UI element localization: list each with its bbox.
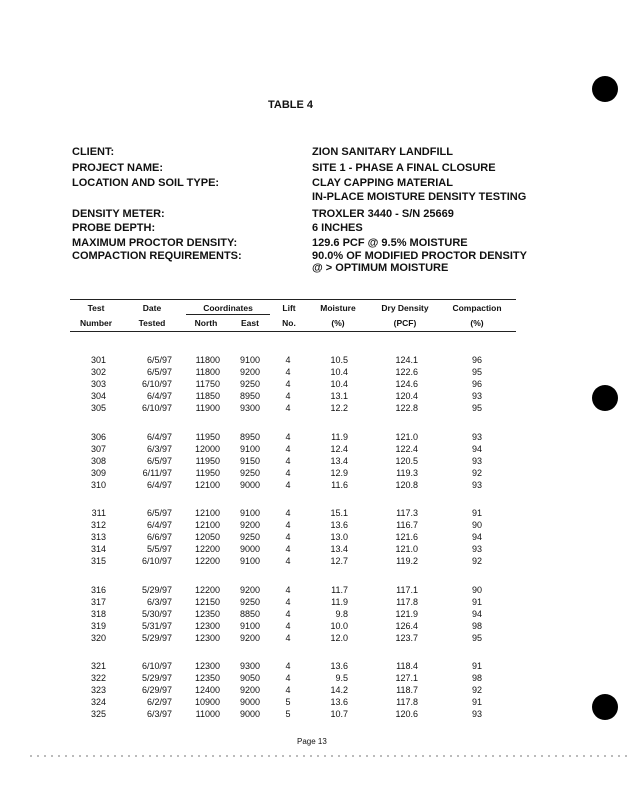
lift-cell: 5 <box>285 709 291 720</box>
lift-cell: 4 <box>285 673 291 684</box>
date-tested-cell: 6/4/97 <box>146 431 172 442</box>
east-cell: 9000 <box>239 709 260 720</box>
compaction-cell: 93 <box>471 544 482 555</box>
test-number-cell: 310 <box>90 479 106 490</box>
header-north: North <box>194 318 218 328</box>
dry-density-cell: 121.6 <box>395 532 418 543</box>
dry-density-cell: 120.8 <box>395 479 418 490</box>
dry-density-cell: 121.0 <box>395 431 418 442</box>
north-cell: 12100 <box>194 520 220 531</box>
info-label: CLIENT: <box>72 146 115 158</box>
east-cell: 9100 <box>239 620 260 631</box>
dry-density-cell: 118.4 <box>396 661 418 671</box>
info-value: TROXLER 3440 - S/N 25669 <box>312 208 454 220</box>
lift-cell: 4 <box>285 367 291 378</box>
date-tested-cell: 5/29/97 <box>141 632 172 643</box>
binder-hole <box>592 385 618 411</box>
compaction-cell: 91 <box>471 508 482 518</box>
lift-cell: 4 <box>285 479 291 490</box>
compaction-cell: 91 <box>471 661 482 671</box>
east-cell: 8850 <box>239 608 260 619</box>
compaction-cell: 94 <box>471 443 482 454</box>
date-tested-cell: 6/3/97 <box>146 596 172 607</box>
dry-density-cell: 122.6 <box>395 367 418 378</box>
info-label: LOCATION AND SOIL TYPE: <box>72 177 220 189</box>
dry-density-cell: 119.3 <box>396 467 418 478</box>
header-dry-density: Dry Density <box>381 303 429 313</box>
lift-cell: 4 <box>285 685 291 696</box>
lift-cell: 4 <box>285 403 291 414</box>
test-number-cell: 313 <box>90 532 106 543</box>
north-cell: 12350 <box>194 608 220 619</box>
info-label: COMPACTION REQUIREMENTS: <box>72 250 242 262</box>
date-tested-cell: 6/5/97 <box>146 508 172 518</box>
east-cell: 9300 <box>239 661 260 671</box>
date-tested-cell: 6/3/97 <box>146 709 172 720</box>
compaction-cell: 93 <box>471 479 482 490</box>
lift-cell: 4 <box>285 455 291 466</box>
dry-density-cell: 117.8 <box>396 596 418 607</box>
moisture-cell: 12.2 <box>330 403 348 414</box>
east-cell: 9250 <box>239 532 260 543</box>
north-cell: 12000 <box>194 443 220 454</box>
moisture-cell: 13.1 <box>330 391 348 402</box>
east-cell: 9250 <box>239 596 260 607</box>
dry-density-cell: 120.6 <box>395 709 418 720</box>
moisture-cell: 13.0 <box>330 532 348 543</box>
north-cell: 11950 <box>195 467 220 478</box>
header-coordinates: Coordinates <box>203 303 253 313</box>
east-cell: 9150 <box>239 455 260 466</box>
east-cell: 9050 <box>239 673 260 684</box>
binder-hole <box>592 694 618 720</box>
header-number: Number <box>79 318 113 328</box>
compaction-cell: 92 <box>471 467 482 478</box>
page-number: Page 13 <box>297 737 327 746</box>
lift-cell: 4 <box>285 443 291 454</box>
compaction-cell: 93 <box>471 431 482 442</box>
header-compaction: Compaction <box>452 303 502 313</box>
info-label: DENSITY METER: <box>72 208 165 220</box>
moisture-cell: 12.0 <box>330 632 348 643</box>
moisture-cell: 12.9 <box>330 467 348 478</box>
info-value: @ > OPTIMUM MOISTURE <box>312 262 449 274</box>
moisture-cell: 11.9 <box>331 596 348 607</box>
moisture-cell: 11.6 <box>331 479 348 490</box>
lift-cell: 4 <box>285 556 291 567</box>
moisture-cell: 12.7 <box>330 556 348 567</box>
lift-cell: 4 <box>285 661 291 671</box>
lift-cell: 4 <box>285 532 291 543</box>
coordinates-underline <box>186 314 270 315</box>
east-cell: 9000 <box>239 697 260 708</box>
north-cell: 11800 <box>195 355 220 365</box>
moisture-cell: 10.4 <box>330 367 348 378</box>
lift-cell: 4 <box>285 544 291 555</box>
east-cell: 9300 <box>239 403 260 414</box>
binder-hole <box>592 76 618 102</box>
info-value: ZION SANITARY LANDFILL <box>312 146 453 158</box>
lift-cell: 4 <box>285 520 291 531</box>
test-number-cell: 322 <box>90 673 106 684</box>
east-cell: 9200 <box>239 685 260 696</box>
test-number-cell: 301 <box>90 355 106 365</box>
moisture-cell: 10.4 <box>330 379 348 390</box>
north-cell: 12350 <box>194 673 220 684</box>
east-cell: 9250 <box>239 379 260 390</box>
date-tested-cell: 6/2/97 <box>146 697 172 708</box>
compaction-cell: 92 <box>471 556 482 567</box>
north-cell: 12200 <box>194 544 220 555</box>
info-value: 90.0% OF MODIFIED PROCTOR DENSITY <box>312 250 527 262</box>
table-title: TABLE 4 <box>268 99 314 111</box>
east-cell: 9250 <box>239 467 260 478</box>
compaction-cell: 90 <box>471 520 482 531</box>
north-cell: 12300 <box>194 620 220 631</box>
header-moisture: Moisture <box>320 303 356 313</box>
info-value: SITE 1 - PHASE A FINAL CLOSURE <box>312 162 496 174</box>
scan-noise-line <box>30 754 630 758</box>
test-number-cell: 308 <box>90 455 106 466</box>
test-number-cell: 314 <box>90 544 106 555</box>
east-cell: 9100 <box>239 556 260 567</box>
dry-density-cell: 117.1 <box>396 584 418 595</box>
dry-density-cell: 119.2 <box>396 556 418 567</box>
north-cell: 12100 <box>194 508 220 518</box>
lift-cell: 4 <box>285 608 291 619</box>
moisture-cell: 13.6 <box>330 661 348 671</box>
test-number-cell: 317 <box>90 596 106 607</box>
dry-density-cell: 116.7 <box>396 520 418 531</box>
north-cell: 10900 <box>194 697 220 708</box>
dry-density-cell: 124.6 <box>395 379 418 390</box>
header-moisture-unit: (%) <box>331 318 345 328</box>
compaction-cell: 95 <box>471 632 482 643</box>
north-cell: 12150 <box>194 596 220 607</box>
north-cell: 11850 <box>195 391 220 402</box>
date-tested-cell: 6/3/97 <box>146 443 172 454</box>
lift-cell: 4 <box>285 391 291 402</box>
north-cell: 11900 <box>195 403 220 414</box>
compaction-cell: 94 <box>471 608 482 619</box>
east-cell: 9100 <box>239 355 260 365</box>
info-label: PROBE DEPTH: <box>72 222 156 234</box>
dry-density-cell: 117.3 <box>396 508 418 518</box>
date-tested-cell: 6/10/97 <box>141 556 172 567</box>
header-east: East <box>241 318 259 328</box>
info-value: 129.6 PCF @ 9.5% MOISTURE <box>312 237 468 249</box>
north-cell: 11000 <box>195 709 220 720</box>
test-number-cell: 324 <box>90 697 106 708</box>
east-cell: 9200 <box>239 367 260 378</box>
header-lift-no: No. <box>282 318 296 328</box>
moisture-cell: 10.7 <box>330 709 348 720</box>
compaction-cell: 93 <box>471 455 482 466</box>
compaction-cell: 90 <box>471 584 482 595</box>
moisture-cell: 12.4 <box>330 443 348 454</box>
lift-cell: 5 <box>285 697 291 708</box>
info-label: PROJECT NAME: <box>72 162 164 174</box>
date-tested-cell: 6/10/97 <box>141 403 172 414</box>
date-tested-cell: 5/29/97 <box>141 673 172 684</box>
info-value: IN-PLACE MOISTURE DENSITY TESTING <box>312 191 527 203</box>
header-date: Date <box>142 303 162 313</box>
north-cell: 11950 <box>195 455 220 466</box>
test-number-cell: 303 <box>90 379 106 390</box>
compaction-cell: 96 <box>471 379 482 390</box>
test-number-cell: 318 <box>90 608 106 619</box>
dry-density-cell: 123.7 <box>395 632 418 643</box>
test-number-cell: 302 <box>90 367 106 378</box>
compaction-cell: 95 <box>471 367 482 378</box>
compaction-cell: 93 <box>471 391 482 402</box>
dry-density-cell: 122.8 <box>395 403 418 414</box>
date-tested-cell: 6/5/97 <box>146 455 172 466</box>
north-cell: 12300 <box>194 632 220 643</box>
date-tested-cell: 6/5/97 <box>146 355 172 365</box>
test-number-cell: 305 <box>90 403 106 414</box>
lift-cell: 4 <box>285 355 291 365</box>
moisture-cell: 9.8 <box>335 608 348 619</box>
lift-cell: 4 <box>285 596 291 607</box>
compaction-cell: 96 <box>471 355 482 365</box>
dry-density-cell: 120.5 <box>395 455 418 466</box>
test-number-cell: 320 <box>90 632 106 643</box>
test-number-cell: 323 <box>90 685 106 696</box>
moisture-cell: 13.6 <box>330 697 348 708</box>
date-tested-cell: 6/11/97 <box>142 467 172 478</box>
north-cell: 11750 <box>195 379 220 390</box>
east-cell: 9200 <box>239 632 260 643</box>
north-cell: 11800 <box>195 367 220 378</box>
dry-density-cell: 124.1 <box>395 355 418 365</box>
test-number-cell: 307 <box>90 443 106 454</box>
east-cell: 9000 <box>239 544 260 555</box>
dry-density-cell: 117.8 <box>396 697 418 708</box>
test-number-cell: 319 <box>90 620 106 631</box>
east-cell: 8950 <box>239 431 260 442</box>
north-cell: 12200 <box>194 584 220 595</box>
north-cell: 12050 <box>194 532 220 543</box>
header-tested: Tested <box>138 318 166 328</box>
test-number-cell: 315 <box>90 556 106 567</box>
moisture-cell: 13.4 <box>330 544 348 555</box>
date-tested-cell: 6/6/97 <box>146 532 172 543</box>
moisture-cell: 11.9 <box>331 431 348 442</box>
header-test: Test <box>87 303 105 313</box>
lift-cell: 4 <box>285 467 291 478</box>
moisture-cell: 10.0 <box>330 620 348 631</box>
test-number-cell: 304 <box>90 391 106 402</box>
north-cell: 12300 <box>194 661 220 671</box>
date-tested-cell: 6/29/97 <box>141 685 172 696</box>
date-tested-cell: 6/10/97 <box>141 661 172 671</box>
dry-density-cell: 122.4 <box>395 443 418 454</box>
east-cell: 9200 <box>239 584 260 595</box>
north-cell: 12100 <box>194 479 220 490</box>
date-tested-cell: 6/4/97 <box>146 391 172 402</box>
lift-cell: 4 <box>285 584 291 595</box>
compaction-cell: 98 <box>471 673 482 684</box>
compaction-cell: 91 <box>471 697 482 708</box>
test-number-cell: 306 <box>90 431 106 442</box>
east-cell: 8950 <box>239 391 260 402</box>
dry-density-cell: 120.4 <box>395 391 418 402</box>
moisture-cell: 13.6 <box>330 520 348 531</box>
north-cell: 11950 <box>195 431 220 442</box>
east-cell: 9200 <box>239 520 260 531</box>
compaction-cell: 94 <box>471 532 482 543</box>
east-cell: 9100 <box>239 508 260 518</box>
moisture-cell: 11.7 <box>331 584 348 595</box>
compaction-cell: 98 <box>471 620 482 631</box>
lift-cell: 4 <box>285 632 291 643</box>
date-tested-cell: 5/30/97 <box>141 608 172 619</box>
header-dry-density-unit: (PCF) <box>393 318 417 328</box>
dry-density-cell: 121.0 <box>395 544 418 555</box>
test-number-cell: 325 <box>90 709 106 720</box>
date-tested-cell: 5/29/97 <box>141 584 172 595</box>
east-cell: 9000 <box>239 479 260 490</box>
compaction-cell: 91 <box>471 596 482 607</box>
date-tested-cell: 6/10/97 <box>141 379 172 390</box>
date-tested-cell: 5/31/97 <box>141 620 172 631</box>
moisture-cell: 15.1 <box>330 508 348 518</box>
dry-density-cell: 127.1 <box>395 673 418 684</box>
info-value: 6 INCHES <box>312 222 363 234</box>
header-compaction-unit: (%) <box>470 318 484 328</box>
lift-cell: 4 <box>285 508 291 518</box>
test-number-cell: 311 <box>91 508 106 518</box>
dry-density-cell: 121.9 <box>395 608 418 619</box>
table-header-rule <box>70 331 516 332</box>
test-number-cell: 316 <box>90 584 106 595</box>
test-number-cell: 312 <box>90 520 106 531</box>
east-cell: 9100 <box>239 443 260 454</box>
test-number-cell: 321 <box>90 661 106 671</box>
date-tested-cell: 5/5/97 <box>146 544 172 555</box>
info-value: CLAY CAPPING MATERIAL <box>312 177 453 189</box>
date-tested-cell: 6/4/97 <box>146 479 172 490</box>
lift-cell: 4 <box>285 620 291 631</box>
dry-density-cell: 118.7 <box>396 685 418 696</box>
test-number-cell: 309 <box>90 467 106 478</box>
moisture-cell: 13.4 <box>330 455 348 466</box>
date-tested-cell: 6/4/97 <box>146 520 172 531</box>
compaction-cell: 93 <box>471 709 482 720</box>
lift-cell: 4 <box>285 379 291 390</box>
table-top-rule <box>70 299 516 300</box>
compaction-cell: 92 <box>471 685 482 696</box>
date-tested-cell: 6/5/97 <box>146 367 172 378</box>
lift-cell: 4 <box>285 431 291 442</box>
header-lift: Lift <box>282 303 296 313</box>
info-label: MAXIMUM PROCTOR DENSITY: <box>72 237 238 249</box>
moisture-cell: 9.5 <box>335 673 348 684</box>
north-cell: 12200 <box>194 556 220 567</box>
moisture-cell: 10.5 <box>330 355 348 365</box>
compaction-cell: 95 <box>471 403 482 414</box>
dry-density-cell: 126.4 <box>395 620 418 631</box>
north-cell: 12400 <box>194 685 220 696</box>
moisture-cell: 14.2 <box>330 685 348 696</box>
